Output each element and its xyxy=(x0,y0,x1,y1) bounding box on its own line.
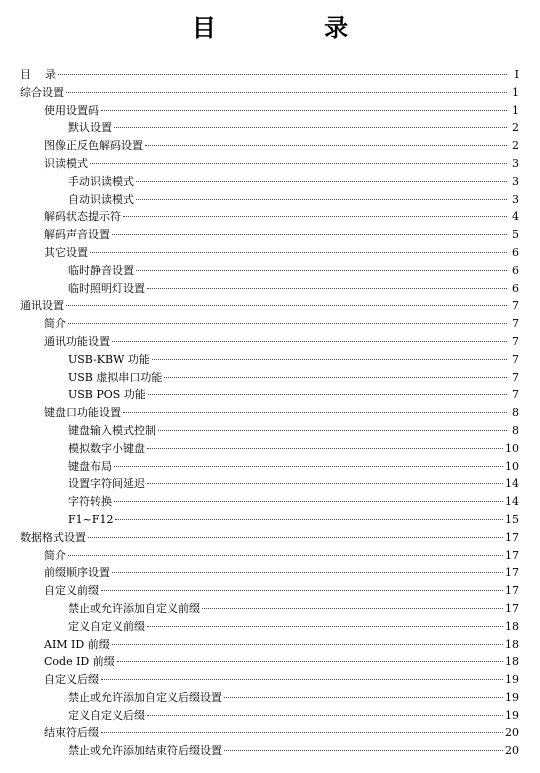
toc-entry[interactable] xyxy=(20,119,519,137)
toc-entry-label: 解码声音设置 xyxy=(44,228,110,242)
dot-leader xyxy=(114,466,503,467)
toc-entry-label: 自定义前缀 xyxy=(44,584,99,598)
dot-leader xyxy=(114,501,503,502)
toc-entry[interactable] xyxy=(20,458,519,476)
toc-entry-label: 综合设置 xyxy=(20,85,64,99)
toc-entry-label: 键盘输入模式控制 xyxy=(68,423,156,437)
toc-entry[interactable] xyxy=(20,707,519,725)
toc-entry[interactable] xyxy=(20,102,519,120)
toc-entry-page: 7 xyxy=(512,370,519,384)
toc-entry-label: 图像正反色解码设置 xyxy=(44,139,143,153)
toc-entry-label: 禁止或允许添加自定义前缀 xyxy=(68,601,200,615)
toc-entry-page: 3 xyxy=(512,192,519,206)
toc-entry[interactable] xyxy=(20,386,519,404)
toc-entry-page: 5 xyxy=(512,228,519,242)
toc-entry-page: 7 xyxy=(512,299,519,313)
toc-entry-label: USB 虚拟串口功能 xyxy=(68,370,163,384)
dot-leader xyxy=(101,679,503,680)
toc-entry[interactable] xyxy=(20,280,519,298)
toc-entry-label: USB-KBW 功能 xyxy=(68,352,150,366)
dot-leader xyxy=(147,483,503,484)
dot-leader xyxy=(145,145,507,146)
toc-entry-page: 2 xyxy=(512,121,519,135)
toc-entry-page: 20 xyxy=(505,744,519,758)
dot-leader xyxy=(88,537,503,538)
toc-entry-label: 设置字符间延迟 xyxy=(68,477,145,491)
toc-entry-page: 19 xyxy=(505,673,519,687)
toc-entry-page: 15 xyxy=(505,512,519,526)
toc-entry-label: 自动识读模式 xyxy=(68,192,134,206)
toc-entry-page: 20 xyxy=(505,726,519,740)
dot-leader xyxy=(68,323,507,324)
toc-entry-label: 使用设置码 xyxy=(44,103,99,117)
dot-leader xyxy=(112,341,507,342)
dot-leader xyxy=(202,608,503,609)
toc-entry-label: 禁止或允许添加结束符后缀设置 xyxy=(68,744,222,758)
toc-entry[interactable] xyxy=(20,351,519,369)
toc-entry[interactable] xyxy=(20,653,519,671)
toc-entry[interactable] xyxy=(20,600,519,618)
toc-entry[interactable] xyxy=(20,84,519,102)
toc-entry-page: 4 xyxy=(512,210,519,224)
toc-entry-page: 6 xyxy=(512,281,519,295)
toc-entry-page: 3 xyxy=(512,156,519,170)
toc-entry[interactable] xyxy=(20,671,519,689)
toc-entry[interactable] xyxy=(20,724,519,742)
toc-entry-label: 临时照明灯设置 xyxy=(68,281,145,295)
toc-entry-label: AIM ID 前缀 xyxy=(44,637,110,651)
toc-entry-label: 简介 xyxy=(44,548,66,562)
dot-leader xyxy=(147,626,503,627)
dot-leader xyxy=(224,750,503,751)
dot-leader xyxy=(224,697,503,698)
dot-leader xyxy=(123,412,507,413)
toc-entry-page: 1 xyxy=(512,85,519,99)
toc-entry-page: 6 xyxy=(512,263,519,277)
dot-leader xyxy=(115,519,503,520)
toc-entry-page: I xyxy=(514,68,519,81)
dot-leader xyxy=(68,555,503,556)
toc-entry[interactable] xyxy=(20,440,519,458)
dot-leader xyxy=(112,644,503,645)
toc-entry[interactable] xyxy=(20,155,519,173)
toc-entry-label: 禁止或允许添加自定义后缀设置 xyxy=(68,690,222,704)
toc-entry-page: 8 xyxy=(512,406,519,420)
toc-entry[interactable] xyxy=(20,564,519,582)
toc-entry-label: 解码状态提示符 xyxy=(44,210,121,224)
toc-entry-page: 6 xyxy=(512,245,519,259)
dot-leader xyxy=(164,377,507,378)
toc-entry-label: 结束符后缀 xyxy=(44,726,99,740)
toc-entry-page: 17 xyxy=(505,548,519,562)
toc-entry[interactable] xyxy=(20,529,519,547)
toc-entry[interactable] xyxy=(20,369,519,387)
toc-entry-page: 7 xyxy=(512,334,519,348)
toc-entry-page: 17 xyxy=(505,601,519,615)
toc-entry[interactable] xyxy=(20,618,519,636)
dot-leader xyxy=(66,92,507,93)
toc-entry-label: USB POS 功能 xyxy=(68,388,146,402)
dot-leader xyxy=(112,572,503,573)
dot-leader xyxy=(90,252,507,253)
dot-leader xyxy=(158,430,507,431)
toc-entry-label: 识读模式 xyxy=(44,156,88,170)
toc-entry-page: 10 xyxy=(505,441,519,455)
toc-entry[interactable] xyxy=(20,262,519,280)
toc-entry[interactable] xyxy=(20,422,519,440)
toc-entry-label: Code ID 前缀 xyxy=(44,655,115,669)
toc-entry-label: 其它设置 xyxy=(44,245,88,259)
dot-leader xyxy=(147,288,507,289)
dot-leader xyxy=(123,216,507,217)
toc-entry-label: 通讯功能设置 xyxy=(44,334,110,348)
toc-entry-page: 17 xyxy=(505,566,519,580)
toc-entry-page: 18 xyxy=(505,619,519,633)
dot-leader xyxy=(112,234,507,235)
toc-entry-label: 默认设置 xyxy=(68,121,112,135)
toc-entry[interactable] xyxy=(20,547,519,565)
toc-entry-page: 7 xyxy=(512,317,519,331)
toc-entry-page: 8 xyxy=(512,423,519,437)
toc-entry-page: 19 xyxy=(505,690,519,704)
toc-entry-page: 7 xyxy=(512,388,519,402)
toc-entry-label: 简介 xyxy=(44,317,66,331)
dot-leader xyxy=(136,270,507,271)
toc-entry-page: 17 xyxy=(505,584,519,598)
toc-entry-page: 17 xyxy=(505,530,519,544)
toc-entry-page: 2 xyxy=(512,139,519,153)
toc-entry[interactable] xyxy=(20,244,519,262)
toc-entry-label: 自定义后缀 xyxy=(44,673,99,687)
toc-entry[interactable] xyxy=(20,191,519,209)
dot-leader xyxy=(90,163,507,164)
toc-entry-page: 10 xyxy=(505,459,519,473)
toc-entry[interactable] xyxy=(20,208,519,226)
dot-leader xyxy=(66,305,507,306)
toc-entry[interactable] xyxy=(20,636,519,654)
toc-entry-page: 1 xyxy=(512,103,519,117)
toc-entry[interactable] xyxy=(20,297,519,315)
dot-leader xyxy=(101,590,503,591)
dot-leader xyxy=(101,732,503,733)
toc-entry-label: 数据格式设置 xyxy=(20,530,86,544)
toc-entry-page: 3 xyxy=(512,174,519,188)
toc-entry[interactable] xyxy=(20,315,519,333)
dot-leader xyxy=(114,127,507,128)
toc-entry-label: F1~F12 xyxy=(68,512,114,526)
toc-entry-page: 19 xyxy=(505,708,519,722)
toc-entry[interactable] xyxy=(20,226,519,244)
dot-leader xyxy=(147,448,503,449)
toc-entry[interactable] xyxy=(20,689,519,707)
toc-entry[interactable] xyxy=(20,333,519,351)
toc-entry[interactable] xyxy=(20,511,519,529)
dot-leader xyxy=(58,74,507,75)
dot-leader xyxy=(101,110,507,111)
page-title: 目 录 xyxy=(191,14,399,42)
dot-leader xyxy=(147,715,503,716)
dot-leader xyxy=(152,359,507,360)
toc-entry-page: 18 xyxy=(505,637,519,651)
toc-entry-label: 键盘布局 xyxy=(68,459,112,473)
table-of-contents xyxy=(20,66,519,760)
toc-entry[interactable] xyxy=(20,742,519,760)
toc-entry-page: 14 xyxy=(505,477,519,491)
toc-entry-page: 7 xyxy=(512,352,519,366)
toc-entry[interactable] xyxy=(20,404,519,422)
toc-entry[interactable] xyxy=(20,66,519,84)
toc-entry[interactable] xyxy=(20,493,519,511)
toc-entry-label: 前缀顺序设置 xyxy=(44,566,110,580)
dot-leader xyxy=(136,199,507,200)
toc-entry-label: 定义自定义后缀 xyxy=(68,708,145,722)
toc-entry-label: 手动识读模式 xyxy=(68,174,134,188)
toc-entry-label: 目 录 xyxy=(20,68,56,81)
toc-entry-label: 临时静音设置 xyxy=(68,263,134,277)
toc-entry-label: 通讯设置 xyxy=(20,299,64,313)
toc-entry[interactable] xyxy=(20,173,519,191)
toc-entry-page: 14 xyxy=(505,495,519,509)
toc-entry[interactable] xyxy=(20,582,519,600)
dot-leader xyxy=(136,181,507,182)
toc-entry-page: 18 xyxy=(505,655,519,669)
toc-entry-label: 字符转换 xyxy=(68,495,112,509)
toc-entry-label: 键盘口功能设置 xyxy=(44,406,121,420)
dot-leader xyxy=(117,661,503,662)
toc-entry-label: 定义自定义前缀 xyxy=(68,619,145,633)
toc-entry[interactable] xyxy=(20,475,519,493)
toc-entry[interactable] xyxy=(20,137,519,155)
toc-entry-label: 模拟数字小键盘 xyxy=(68,441,145,455)
dot-leader xyxy=(148,394,507,395)
